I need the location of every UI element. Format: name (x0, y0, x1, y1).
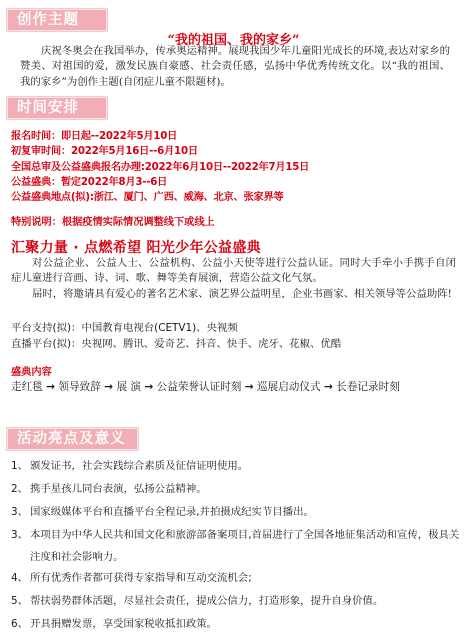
schedule-item: 公益盛典地点(拟):浙江、厦门、广西、威海、北京、张家界等 (11, 192, 284, 204)
live-platforms: 直播平台(拟)：央视网、腾讯、爱奇艺、抖音、快手、虎牙、花椒、优酷 (11, 338, 342, 350)
flow-heading: 盛典内容 (11, 367, 52, 378)
list-item: 3、 国家级媒体平台和直播平台全程记录,并拍摄成纪实节目播出。 (11, 505, 314, 518)
flow-step: 领导致辞 (58, 381, 101, 393)
gala-heading: 汇聚力量 · 点燃希望 阳光少年公益盛典 (11, 240, 261, 256)
theme-title: “我的祖国、我的家乡” (167, 33, 300, 48)
schedule-list (11, 129, 461, 205)
special-note: 特别说明：根据疫情实际情况调整线下或线上 (11, 217, 215, 228)
gala-paragraph-2: 届时，将邀请具有爱心的著名艺术家、演艺界公益明星，企业书画家、相关领导等公益助阵! (32, 288, 452, 300)
arrow-right-icon: → (323, 381, 333, 393)
list-item: 2、 携手星孩儿同台表演，弘扬公益精神。 (11, 482, 207, 495)
arrow-right-icon: → (104, 381, 114, 393)
theme-paragraph: 庆祝冬奥会在我国举办，传承奥运精神。展现我国少年儿童阳光成长的环境,表达对家乡的赞美、对祖国的爱，激发民族自豪感、社会责任感，弘扬中华优秀传统文化。以“我的祖国、我的家乡”为创作主题(自闭症儿童不限题材)。 (20, 45, 450, 88)
list-item: 6、 开具捐赠发票，享受国家税收抵扣政策。 (11, 617, 218, 630)
flow-step: 走红毯 (11, 381, 43, 393)
arrow-right-icon: → (46, 381, 56, 393)
list-item: 5、 帮扶弱势群体活题，尽显社会责任，提成公信力，打造形象，提升自身价值。 (11, 595, 384, 608)
flow-step: 公益荣誉认证时刻 (156, 381, 242, 393)
highlights-list (11, 459, 461, 640)
gala-paragraph-1: 对公益企业、公益人士、公益机构、公益小天使等进行公益认证。同时大手牵小手携手自闭症儿童进行音画、诗、词、歌、舞等美育展演，营造公益文化气氛。 (11, 257, 456, 285)
list-item: 3、 本项目为中华人民共和国文化和旅游部备案项目,首届进行了全国各地征集活动和宣传，极具关注度和社会影响力。 (11, 529, 460, 564)
section-tag-highlights: 活动亮点及意义 (6, 427, 139, 451)
flow-step: 巡展启动仪式 (257, 381, 321, 393)
flow-step: 展 演 (116, 381, 141, 393)
list-item: 4、 所有优秀作者都可获得专家指导和互动交流机会; (11, 572, 252, 585)
gala-flow (11, 379, 400, 394)
platform-support: 平台支持(拟)：中国教育电视台(CETV1)、央视频 (11, 322, 238, 334)
schedule-item: 报名时间：即日起--2022年5月10日 (11, 131, 178, 142)
arrow-right-icon: → (144, 381, 154, 393)
schedule-item: 初复审时间：2022年5月16日--6月10日 (11, 146, 198, 158)
arrow-right-icon: → (244, 381, 254, 393)
section-tag-theme: 创作主题 (6, 8, 108, 32)
list-item: 1、 颁发证书，社会实践综合素质及征信证明使用。 (11, 460, 249, 472)
section-tag-schedule: 时间安排 (6, 96, 108, 120)
schedule-item: 公益盛典：暂定2022年8月3--6日 (11, 176, 168, 188)
schedule-item: 全国总审及公益盛典报名办理:2022年6月10日--2022年7月15日 (11, 161, 310, 173)
flow-step: 长卷记录时刻 (336, 381, 400, 393)
